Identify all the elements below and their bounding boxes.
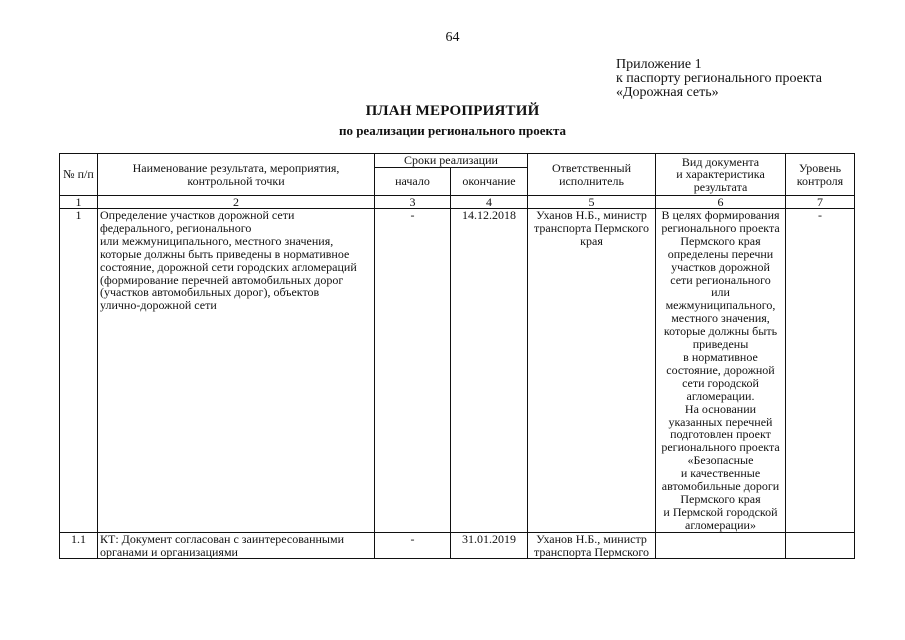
row-number: 1.1 <box>60 532 98 559</box>
document-subtitle: по реализации регионального проекта <box>338 123 567 138</box>
header-num: № п/п <box>60 154 98 196</box>
appendix-note <box>616 58 822 100</box>
column-number: 1 <box>60 196 98 209</box>
column-number: 3 <box>375 196 451 209</box>
header-name: Наименование результата, мероприятия, контрольной точки <box>98 154 375 196</box>
appendix-line: к паспорту регионального проекта <box>616 71 822 86</box>
column-number: 2 <box>98 196 375 209</box>
column-number-row <box>60 196 855 209</box>
column-number: 4 <box>451 196 528 209</box>
action-plan-table <box>59 153 855 559</box>
row-start: - <box>375 532 451 559</box>
header-control-level: Уровень контроля <box>786 154 855 196</box>
row-doc-type <box>656 532 786 559</box>
row-number: 1 <box>60 209 98 533</box>
table-row <box>60 532 855 559</box>
page-number: 64 <box>445 30 460 45</box>
row-responsible: Уханов Н.Б., министр транспорта Пермского края <box>528 209 656 533</box>
appendix-line: Приложение 1 <box>616 57 702 72</box>
row-name: Определение участков дорожной сети федерального, регионального или межмуниципального, местного значения, которые должны быть приведены в нормативное состояние, дорожной сети городских агломераций (формирование перечней автомобильных дорог (участков автомобильных дорог), объектов улично-дорожной сети <box>98 209 375 533</box>
row-doc-type: В целях формирования регионального проекта Пермского края определены перечни участков дорожной сети регионального или межмуниципального, местного значения, которые должны быть приведены в нормативное состояние, дорожной сети городской агломерации. На основании указанных перечней подготовлен проект регионального проекта «Безопасные и качественные автомобильные дороги Пермского края и Пермской городской агломерации» <box>656 209 786 533</box>
row-end: 14.12.2018 <box>451 209 528 533</box>
row-end: 31.01.2019 <box>451 532 528 559</box>
row-responsible: Уханов Н.Б., министр транспорта Пермского <box>528 532 656 559</box>
table-row <box>60 209 855 533</box>
document-title: ПЛАН МЕРОПРИЯТИЙ <box>365 103 540 119</box>
row-name: КТ: Документ согласован с заинтересованными органами и организациями <box>98 532 375 559</box>
row-control <box>786 532 855 559</box>
appendix-line: «Дорожная сеть» <box>616 85 719 100</box>
header-doc-type: Вид документа и характеристика результата <box>656 154 786 196</box>
column-number: 7 <box>786 196 855 209</box>
row-start: - <box>375 209 451 533</box>
header-end: окончание <box>451 168 528 196</box>
header-start: начало <box>375 168 451 196</box>
header-deadlines: Сроки реализации <box>375 154 528 168</box>
row-control: - <box>786 209 855 533</box>
column-number: 6 <box>656 196 786 209</box>
header-responsible: Ответственный исполнитель <box>528 154 656 196</box>
column-number: 5 <box>528 196 656 209</box>
